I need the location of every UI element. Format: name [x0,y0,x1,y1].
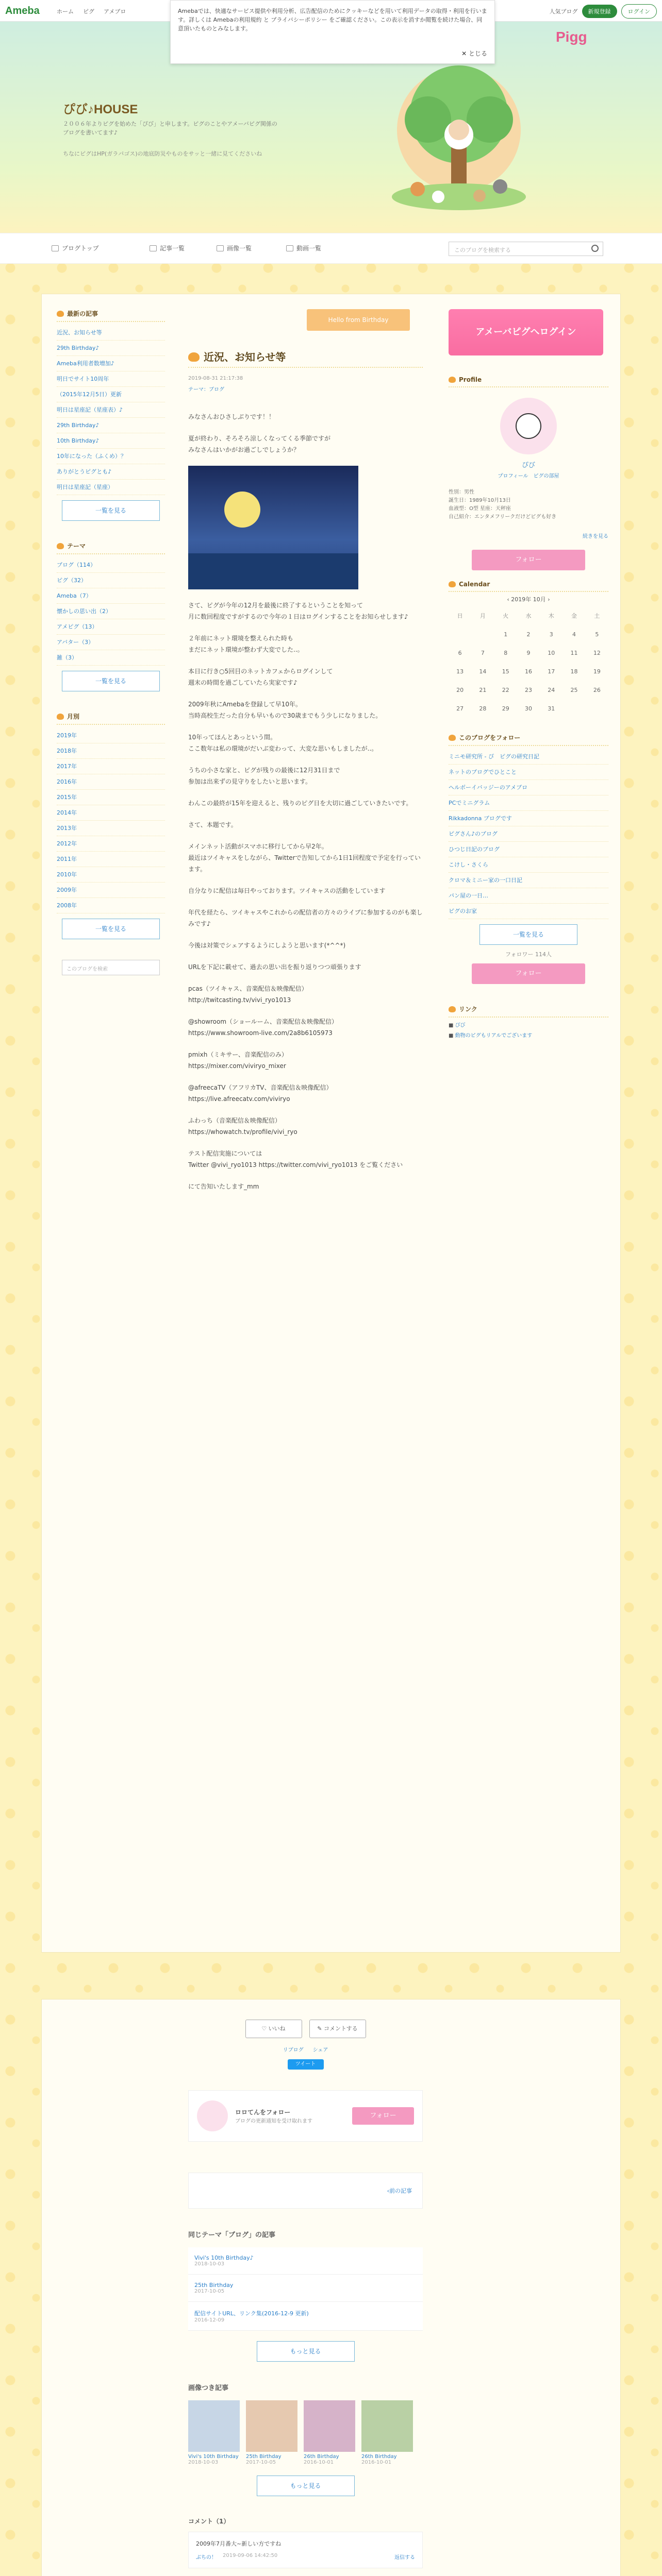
top-nav [57,7,126,15]
theme-item-1[interactable]: ブログ（114） [57,557,165,573]
pigg-room-link[interactable]: ピグの部屋 [533,473,559,479]
article-paragraph: 年代を経たら、ツイキャスやこれからの配信者の方々のライブに参加するのがも楽しみです♪ [188,909,423,927]
right-sidebar [449,309,608,1041]
calendar-day-header: 金 [571,613,577,619]
follow-card-text: ブログの更新通知を受け取れます [235,2119,312,2124]
moon-icon [224,492,260,528]
recent-article-5[interactable]: （2015年12月5日）更新 [57,387,165,402]
following-item[interactable]: ヘルボーイバッジーのアメブロ [449,780,608,795]
article-paragraph: メインネット活動がスマホに移行してから早2年。 最近はツイキャスをしながら、Twitterで告知してから1日1回程度で予定を行っています。 [188,843,421,873]
article-paragraph: 今後は対策でシェアするようにしようと思います(*^^*) [188,942,346,949]
related-item-date: 2016-12-09 [194,2317,225,2323]
article-paragraph: うちの小さな家と、ピグが残りの最後に12月31日まで 参加は出来ずの見守りをしたいと思います。 [188,767,340,785]
top-nav-pigg[interactable]: ピグ [83,8,94,15]
image-article-title[interactable]: Vivi's 10th Birthday [188,2454,239,2460]
article-paragraph: 自分なりに配信は毎日やっております。ツイキャスの活動をしています [188,887,386,894]
top-nav-ameblo[interactable]: アメブロ [104,8,126,15]
archive-item-11[interactable]: 2009年 [57,883,165,898]
image-article-thumbnail[interactable] [361,2400,413,2452]
article-link-paragraph[interactable]: @afreecaTV（アフリカTV、音楽配信＆映像配信） https://live.afreecatv.com/viviryo [188,1084,333,1103]
related-more-button[interactable]: もっと見る [257,2341,355,2362]
article-link-paragraph[interactable]: pmixh（ミキサー、音楽配信のみ） https://mixer.com/viviryo_mixer [188,1051,288,1070]
article-link-paragraph[interactable]: pcas（ツイキャス、音楽配信＆映像配信） http://twitcasting.tv/vivi_ryo1013 [188,985,308,1004]
comment-author[interactable]: ぶちの！ [196,2555,217,2561]
link-item-label[interactable]: 動物のピグもリアルでございます [455,1033,533,1039]
archive-title [57,712,165,725]
theme-item-4[interactable]: 懐かしの思い出（2） [57,604,165,619]
list-icon [150,245,157,251]
register-button[interactable]: 新規登録 [582,5,617,18]
image-article-thumbnail[interactable] [304,2400,355,2452]
header-illustration [382,58,536,223]
recent-article-4[interactable]: 明日でサイト10周年 [57,371,165,387]
article-image [188,466,358,589]
calendar-cell: 4 [572,631,576,638]
pigg-login-banner[interactable]: アメーバピグへログイン [449,309,603,355]
following-title-text: このブログをフォロー [459,734,521,741]
profile-links [449,471,608,479]
related-item[interactable] [188,2275,423,2302]
image-articles-row [188,2400,423,2465]
calendar-day-header: 土 [594,613,600,619]
following-title [449,733,608,746]
calendar-cell: 23 [524,686,532,693]
image-article-title[interactable]: 26th Birthday [304,2454,339,2460]
article-top-button[interactable]: Hello from Birthday [307,309,410,331]
recent-article-6[interactable]: 明日は星座記（星座表）♪ [57,402,165,418]
calendar-day-header: 水 [525,613,532,619]
theme-title-text: テーマ [67,543,86,550]
paw-icon [57,543,64,549]
avatar-face [516,413,541,439]
top-right-actions [550,4,657,19]
calendar-title [449,581,608,592]
image-article-date: 2016-10-01 [304,2460,334,2465]
image-article-date: 2018-10-03 [188,2460,219,2465]
related-item-title[interactable]: 25th Birthday [194,2282,234,2289]
calendar-cell: 18 [570,668,578,675]
calendar-cell: 5 [595,631,599,638]
calendar-table [449,606,608,718]
search-icon[interactable] [591,245,599,252]
archive-more-button[interactable]: 一覧を見る [62,919,160,939]
calendar-cell: 25 [570,686,578,693]
calendar-cell: 8 [504,649,508,656]
calendar-cell: 13 [456,668,464,675]
recent-article-9[interactable]: 10年になった（ふくめ）？ [57,449,165,464]
reblog-link[interactable]: リブログ [283,2047,304,2053]
calendar-cell: 16 [524,668,532,675]
nav-article-list[interactable] [150,244,185,252]
share-link[interactable]: シェア [312,2047,328,2053]
recent-articles-title [57,309,165,322]
comment-meta [196,2553,415,2561]
nav-image-list-label: 画像一覧 [227,245,252,252]
calendar-day-header: 木 [548,613,554,619]
calendar-title-text: Calendar [459,581,490,588]
calendar-cell: 15 [502,668,509,675]
archive-list [57,728,165,913]
article-paragraph: 本日に行き○5回目のネットカフェからログインして 週末の時間を過ごしていたら実家です♪ [188,668,333,686]
theme-list [57,557,165,666]
related-item-date: 2018-10-03 [194,2261,225,2267]
calendar-cell: 12 [593,649,601,656]
article-paragraph: 10年ってほんとあっという間。 ここ数年は私の環境がだいぶ変わって、大変な思いもしましたが..。 [188,734,378,752]
blog-search-input[interactable]: このブログを検索する [449,242,603,256]
paw-icon [449,581,456,587]
prev-article-link[interactable]: ‹ 前の記事 [188,2173,423,2209]
archive-item-5[interactable]: 2015年 [57,790,165,805]
archive-item-1[interactable]: 2019年 [57,728,165,743]
image-article-date: 2016-10-01 [361,2460,392,2465]
following-item[interactable]: クロマ＆ミニー家の一口日記 [449,873,608,888]
calendar-cell: 31 [548,705,555,712]
related-item-date: 2017-10-05 [194,2289,225,2294]
follow-card-text-block [235,2108,312,2124]
recent-article-1[interactable]: 近況、お知らせ等 [57,325,165,341]
comments-title: コメント（1） [188,2518,230,2525]
recent-article-3[interactable]: Ameba利用者数増加♪ [57,356,165,371]
calendar-cell: 27 [456,705,464,712]
profile-follow-button[interactable]: フォロー [472,550,585,570]
popular-blog-link[interactable]: 人気ブログ [549,8,578,15]
archive-item-4[interactable]: 2016年 [57,774,165,790]
article-footer [188,2020,423,2576]
article-paragraph: ２年前にネット環境を整えられた時も まだにネット環境が整わず大変でした..。 [188,635,304,653]
nav-blog-top-label: ブログトップ [62,245,99,252]
pigg-logo[interactable]: Pigg [556,29,587,45]
cookie-consent-text: Amebaでは、快適なサービス提供や利用分析、広告配信のためにクッキーなどを用いて利用データの取得・利用を行います。詳しくは Amebaの利用規約 と プライバシーポリシー をご確認ください。この表示を消すか閲覧を続けた場合、同意頂いたものとみなします。 [178,8,487,32]
comment-text: 2009年7月番大~新しい方ですね [196,2540,282,2547]
home-icon [52,245,59,251]
article [188,309,423,1202]
article-paragraph: さて、ピグが今年の12月を最後に終了するということを知って 月に数回程度ですがするので今年の１日はログインすることをお知らせします♪ [188,602,408,620]
profile-name[interactable]: ぴび [521,462,535,469]
calendar-cell: 6 [458,649,462,656]
article-paragraph: 夏が終わり、そろそろ涼しくなってくる季節ですが みなさんはいかがお過ごしでしょうか？ [188,435,331,453]
related-item[interactable] [188,2302,423,2331]
article-date: 2019-08-31 21:17:38 [188,376,243,381]
theme-item-5[interactable]: アメピグ（13） [57,619,165,635]
following-item[interactable]: ひつじ日記のブログ [449,842,608,857]
share-row [188,2045,423,2053]
following-item[interactable]: ピグさん♪のブログ [449,826,608,842]
article-theme[interactable]: テーマ：ブログ [188,387,224,393]
profile-title [449,376,608,387]
like-button-label[interactable]: いいね [268,2025,286,2032]
nav-video-list[interactable] [286,244,321,252]
video-icon [286,245,293,251]
archive-title-text: 月別 [67,713,80,720]
sidebar-search-input[interactable]: このブログを検索 [62,960,160,975]
image-article[interactable] [188,2400,240,2465]
recent-article-11[interactable]: 明日は星座記（星座） [57,480,165,495]
article-paragraph: さて、本題です。 [188,821,237,828]
article-paragraph: にて告知いたします_mm [188,1183,259,1190]
follow-card-avatar[interactable] [197,2100,228,2131]
theme-item-6[interactable]: アバター（3） [57,635,165,650]
links-title-text: リンク [459,1006,477,1013]
following-item[interactable]: PCでミニグラム [449,795,608,811]
image-article-date: 2017-10-05 [246,2460,276,2465]
related-item-title[interactable]: 配信サイトURL、リンク集(2016-12-9 更新) [194,2310,309,2317]
profile-more-link[interactable]: 続きを見る [583,534,608,539]
image-article-thumbnail[interactable] [246,2400,297,2452]
follower-count: フォロワー 114人 [505,951,552,958]
image-article-thumbnail[interactable] [188,2400,240,2452]
comment-item [188,2532,423,2568]
related-list [188,2247,423,2331]
article-link-paragraph[interactable]: @showroom（ショールーム、音楽配信＆映像配信） https://www.showroom-live.com/2a8b6105973 [188,1018,338,1037]
link-item[interactable]: ■ ぴび [449,1023,466,1028]
ground-shape [188,553,358,589]
recent-articles-title-text: 最新の記事 [67,310,98,317]
profile-link[interactable]: プロフィール [498,473,528,479]
left-sidebar [57,309,165,975]
follow-card-button[interactable]: フォロー [352,2107,414,2125]
archive-item-6[interactable]: 2014年 [57,805,165,821]
related-item-title[interactable]: Vivi's 10th Birthday♪ [194,2255,254,2261]
recent-article-8[interactable]: 10th Birthday♪ [57,433,165,449]
archive-item-10[interactable]: 2010年 [57,867,165,883]
paw-icon [449,735,456,741]
image-articles-title: 画像つき記事 [188,2384,229,2392]
calendar-cell: 1 [504,631,508,638]
comment-button-label[interactable]: コメントする [324,2025,358,2032]
nav-article-list-label: 記事一覧 [160,245,185,252]
article-header [188,351,423,368]
like-button[interactable]: ♡ いいね [245,2020,302,2038]
archive-item-12[interactable]: 2008年 [57,898,165,913]
blog-description-note: ちなにピグはHP(ガラパゴス)の地底防災やものをサッと一緒に見てくださいね [63,150,262,157]
following-item[interactable]: こけし・さくら [449,857,608,873]
image-article-title[interactable]: 26th Birthday [361,2454,397,2460]
links-title [449,1005,608,1018]
nav-blog-top[interactable] [52,244,99,252]
paw-icon [57,311,64,317]
theme-item-7[interactable]: 雑（3） [57,650,165,666]
article-link-paragraph[interactable]: ふわっち（音楽配信＆映像配信） https://whowatch.tv/profile/vivi_ryo [188,1117,297,1136]
nav-image-list[interactable] [217,244,252,252]
cookie-consent-banner [170,0,495,64]
calendar-cell: 3 [549,631,553,638]
cookie-consent-close-label[interactable]: とじる [468,50,487,57]
following-item[interactable]: パン屋の一日… [449,888,608,904]
article-title[interactable]: 近況、お知らせ等 [204,351,286,363]
calendar-cell: 29 [502,705,509,712]
archive-item-2[interactable]: 2018年 [57,743,165,759]
calendar-cell: 17 [548,668,555,675]
calendar-month: ‹ 2019年 10月 › [507,596,550,603]
links-list [449,1021,608,1041]
calendar-cell: 2 [526,631,531,638]
calendar-cell [449,625,471,643]
theme-item-2[interactable]: ピグ（32） [57,573,165,588]
paw-icon [449,1006,456,1012]
comment-reply-link[interactable]: 返信する [394,2555,415,2561]
article-paragraph: 2009年秋にAmebaを登録して早10年。 当時高校生だった自分も早いもので30歳までもう少しになりました。 [188,701,382,719]
image-article[interactable] [304,2400,355,2465]
blog-nav-bar [0,233,662,264]
top-nav-home[interactable]: ホーム [57,8,74,15]
calendar-cell: 30 [524,705,532,712]
sidebar-follow-button[interactable]: フォロー [472,963,585,984]
following-list [449,749,608,919]
archive-item-8[interactable]: 2012年 [57,836,165,852]
image-article[interactable] [246,2400,297,2465]
following-item[interactable]: ネットのブログでひとこと [449,765,608,780]
images-more-button[interactable]: もっと見る [257,2476,355,2496]
profile-title-text: Profile [459,376,482,383]
related-theme-title: 同じテーマ「ブログ」の記事 [188,2231,276,2239]
like-comment-row [188,2020,423,2038]
paw-icon [188,352,200,362]
following-item[interactable]: Rikkadonna ブログです [449,811,608,826]
prev-article-label[interactable]: 前の記事 [389,2188,412,2194]
calendar-cell: 11 [570,649,578,656]
recent-article-10[interactable]: ありがとうピグとも♪ [57,464,165,480]
article-link-paragraph[interactable]: テスト配信実施については Twitter @vivi_ryo1013 https://twitter.com/vivi_ryo1013 をご覧ください [188,1150,403,1168]
image-article[interactable] [361,2400,413,2465]
calendar-cell [562,699,585,718]
theme-more-button[interactable]: 一覧を見る [62,671,160,691]
calendar-cell: 14 [479,668,487,675]
link-item[interactable]: ■ 動物のピグもリアルでございます [449,1033,533,1039]
nav-video-list-label: 動画一覧 [296,245,322,252]
calendar-cell: 20 [456,686,464,693]
calendar-day-header: 日 [457,613,463,619]
archive-item-9[interactable]: 2011年 [57,852,165,867]
recent-article-7[interactable]: 29th Birthday♪ [57,418,165,433]
profile-info: 性別：男性 誕生日：1989年10月13日 血液型：O型 星座：天秤座 自己紹介：エンタメフリークだけどピグも好き [449,489,557,520]
calendar-cell: 21 [479,686,487,693]
profile-box [449,398,608,570]
calendar-cell: 9 [526,649,531,656]
avatar[interactable] [500,398,557,454]
following-item[interactable]: ミニモ研究所 - ぴ ピグの研究日記 [449,749,608,765]
archive-item-7[interactable]: 2013年 [57,821,165,836]
recent-articles-list [57,325,165,495]
theme-item-3[interactable]: Ameba（7） [57,588,165,604]
paw-icon [57,714,64,720]
blog-description: ２００６年よりピグを始めた「ぴび」と申します。ピグのことやアメーバピグ関係のブログを書いてます♪ [63,121,277,136]
article-paragraph: わんこの最終が15年を迎えると、残りのピグ日を大切に過ごしていきたいです。 [188,800,412,807]
image-article-title[interactable]: 25th Birthday [246,2454,282,2460]
calendar-cell: 19 [593,668,601,675]
recent-article-2[interactable]: 29th Birthday♪ [57,341,165,356]
paw-icon [449,377,456,383]
recent-more-button[interactable]: 一覧を見る [62,500,160,521]
calendar-cell: 22 [502,686,509,693]
comment-date: 2019-09-06 14:42:50 [223,2553,278,2558]
following-more-button[interactable]: 一覧を見る [479,924,577,945]
article-paragraph: みなさんおひさしぶりです！！ [188,413,275,420]
article-paragraph: URLを下記に載せて、過去の思い出を振り返りつつ頑張ります [188,963,361,971]
calendar-cell: 24 [548,686,555,693]
link-item-label[interactable]: ぴび [455,1023,466,1028]
archive-item-3[interactable]: 2017年 [57,759,165,774]
cookie-consent-close[interactable]: ✕ とじる [461,50,487,57]
calendar [449,595,608,718]
tweet-button[interactable]: ツイート [288,2059,324,2070]
calendar-cell: 7 [481,649,485,656]
blog-title[interactable]: ぴび♪HOUSE [63,103,138,116]
calendar-day-header: 月 [479,613,486,619]
ameba-logo[interactable]: Ameba [5,5,40,16]
calendar-cell: 26 [593,686,601,693]
follow-card-name: ロロてんをフォロー [235,2109,291,2116]
calendar-cell: 10 [548,649,555,656]
calendar-day-header: 火 [503,613,509,619]
login-button[interactable]: ログイン [621,4,657,19]
theme-title [57,541,165,554]
calendar-month-label: 2019年 10月 [511,596,546,603]
calendar-cell [586,699,608,718]
following-item[interactable]: ピグのお家 [449,904,608,919]
comment-button[interactable]: ✎ コメントする [309,2020,366,2038]
calendar-cell: 28 [479,705,487,712]
follow-card [188,2090,423,2142]
image-icon [217,245,224,251]
calendar-cell [471,625,494,643]
related-item[interactable] [188,2247,423,2275]
